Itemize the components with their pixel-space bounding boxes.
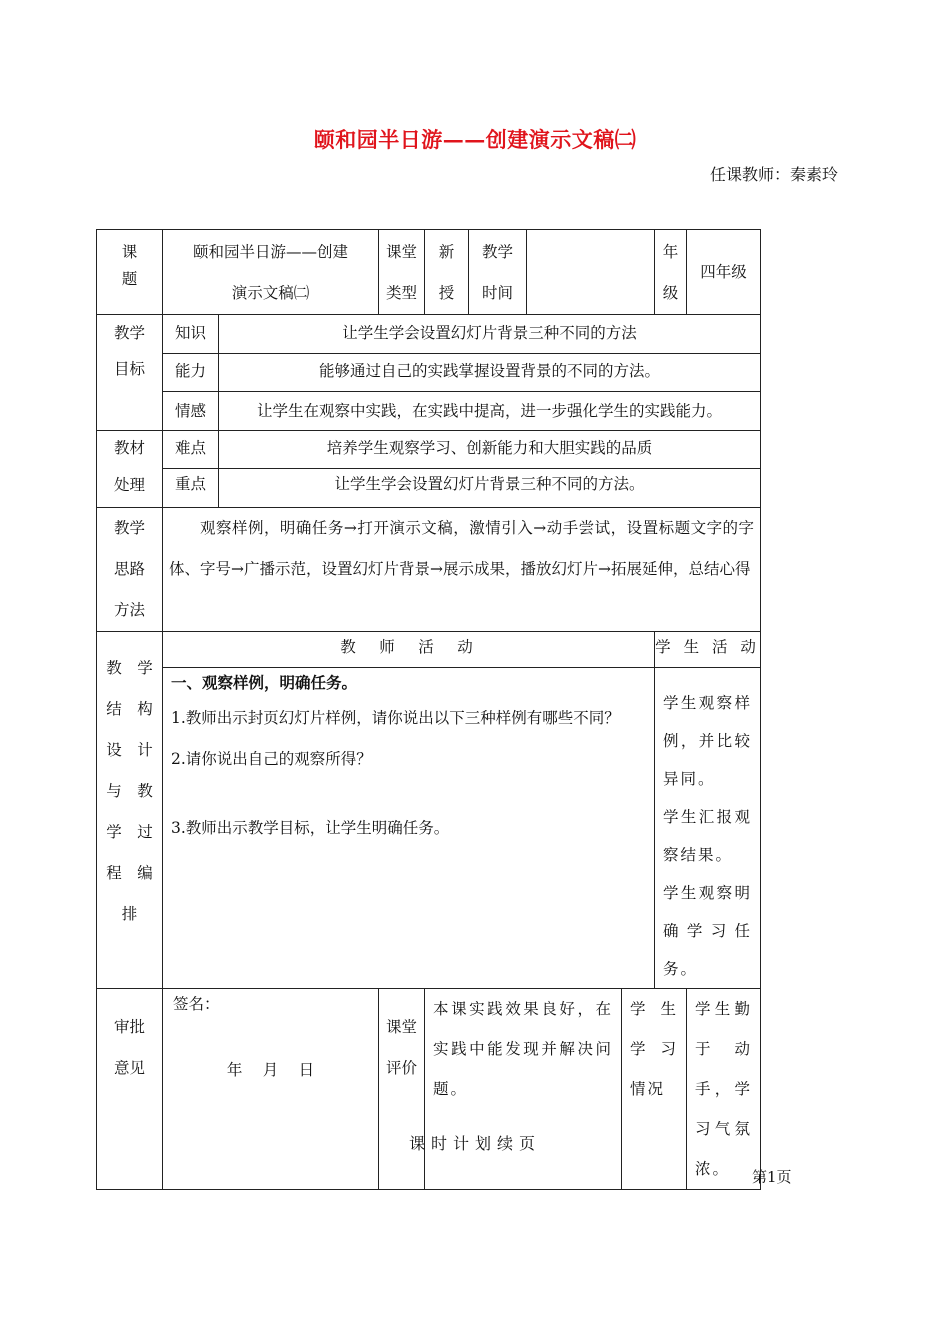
ability-text: 能够通过自己的实践掌握设置背景的不同的方法。: [219, 354, 761, 392]
signature-label: 签名：: [173, 995, 220, 1013]
structure-label-7: 排: [121, 905, 138, 923]
time-label-cell: [469, 230, 527, 315]
teacher-activity-header: 教 师 活 动: [163, 632, 655, 668]
method-label-1: 教学: [113, 519, 145, 537]
method-label-2: 思路: [113, 560, 145, 578]
document-title: 颐和园半日游——创建演示文稿㈡: [313, 127, 637, 152]
lesson-plan-table: [96, 229, 761, 1190]
activity-header-row: [97, 632, 761, 668]
evaluation-label-2: 评价: [386, 1059, 418, 1077]
topic-line-2: 演示文稿㈡: [231, 284, 310, 302]
student-activity-header: 学 生 活 动: [655, 632, 761, 668]
structure-label-cell: [97, 632, 163, 989]
difficulty-text: 培养学生观察学习、创新能力和大胆实践的品质: [219, 431, 761, 469]
material-label-1: 教材: [113, 439, 145, 457]
topic-value-cell: [163, 230, 379, 315]
grade-value-cell: 四年级: [687, 230, 761, 315]
teacher-activity-cell: [163, 668, 655, 989]
study-label: 学生学习情况: [622, 989, 687, 1190]
topic-label-2: 题: [121, 270, 138, 288]
type-value-2: 授: [438, 284, 455, 302]
knowledge-label: 知识: [163, 315, 219, 354]
structure-label-1: 教 学: [106, 659, 153, 677]
approval-label-2: 意见: [113, 1059, 145, 1077]
student-item-3: 学生观察明确学习任务。: [663, 884, 753, 978]
grade-label-1: 年: [662, 243, 679, 261]
goal-emotion-row: [97, 392, 761, 431]
method-text: 观察样例，明确任务→打开演示文稿，激情引入→动手尝试，设置标题文字的字体、字号→广播示范，设置幻灯片背景→展示成果，播放幻灯片→拓展延伸，总结心得: [163, 508, 761, 632]
type-label-1: 课堂: [386, 243, 418, 261]
knowledge-text: 让学生学会设置幻灯片背景三种不同的方法: [219, 315, 761, 354]
goals-label-cell: [97, 315, 163, 431]
approval-label-cell: [97, 989, 163, 1190]
emotion-label: 情感: [163, 392, 219, 431]
grade-label-2: 级: [662, 284, 679, 302]
topic-line-1: 颐和园半日游——创建: [193, 243, 349, 261]
goals-label-2: 目标: [113, 360, 145, 378]
time-label-2: 时间: [482, 284, 514, 302]
signature-date: 年 月 日: [226, 1061, 315, 1079]
type-label-cell: [379, 230, 425, 315]
teacher-item-2: 2.请你说出自己的观察所得？: [171, 750, 372, 768]
topic-label-1: 课: [121, 243, 138, 261]
student-item-1: 学生观察样例，并比较异同。: [663, 694, 753, 788]
time-label-1: 教学: [482, 243, 514, 261]
key-row: [97, 469, 761, 508]
study-text: 学生勤于动手，学习气氛浓。: [687, 989, 761, 1190]
topic-label-cell: [97, 230, 163, 315]
teacher-item-3: 3.教师出示教学目标，让学生明确任务。: [171, 819, 450, 837]
structure-label-6: 程 编: [106, 864, 153, 882]
method-row: [97, 508, 761, 632]
signature-cell: [163, 989, 379, 1190]
evaluation-label-cell: [379, 989, 425, 1190]
key-label: 重点: [163, 469, 219, 508]
material-label-cell: [97, 431, 163, 508]
approval-label-1: 审批: [113, 1018, 145, 1036]
type-value-cell: [425, 230, 469, 315]
type-value-1: 新: [438, 243, 455, 261]
goal-ability-row: [97, 354, 761, 392]
activity-content-row: [97, 668, 761, 989]
header-row: [97, 230, 761, 315]
grade-label-cell: [655, 230, 687, 315]
emotion-text: 让学生在观察中实践，在实践中提高，进一步强化学生的实践能力。: [219, 392, 761, 431]
structure-label-2: 结 构: [106, 700, 153, 718]
type-label-2: 类型: [386, 284, 418, 302]
difficulty-label: 难点: [163, 431, 219, 469]
teacher-name: 任课教师：秦素玲: [709, 165, 838, 184]
goals-label-1: 教学: [113, 324, 145, 342]
evaluation-text: 本课实践效果良好，在实践中能发现并解决问题。: [425, 989, 622, 1190]
method-label-cell: [97, 508, 163, 632]
difficulty-row: [97, 431, 761, 469]
structure-label-5: 学 过: [106, 823, 153, 841]
evaluation-label-1: 课堂: [386, 1018, 418, 1036]
structure-label-3: 设 计: [106, 741, 153, 759]
time-value-cell: [527, 230, 655, 315]
continued-page-label: 课时计划续页: [408, 1134, 541, 1153]
teacher-item-1: 1.教师出示封页幻灯片样例，请你说出以下三种样例有哪些不同？: [171, 709, 620, 727]
structure-label-4: 与 教: [106, 782, 153, 800]
student-item-2: 学生汇报观察结果。: [663, 808, 753, 864]
goal-knowledge-row: [97, 315, 761, 354]
student-activity-cell: [655, 668, 761, 989]
key-text: 让学生学会设置幻灯片背景三种不同的方法。: [219, 469, 761, 508]
section-title: 一、观察样例，明确任务。: [171, 673, 358, 692]
method-label-3: 方法: [113, 601, 145, 619]
material-label-2: 处理: [113, 476, 145, 494]
ability-label: 能力: [163, 354, 219, 392]
page-number: 第1页: [752, 1168, 792, 1186]
approval-row: [97, 989, 761, 1190]
